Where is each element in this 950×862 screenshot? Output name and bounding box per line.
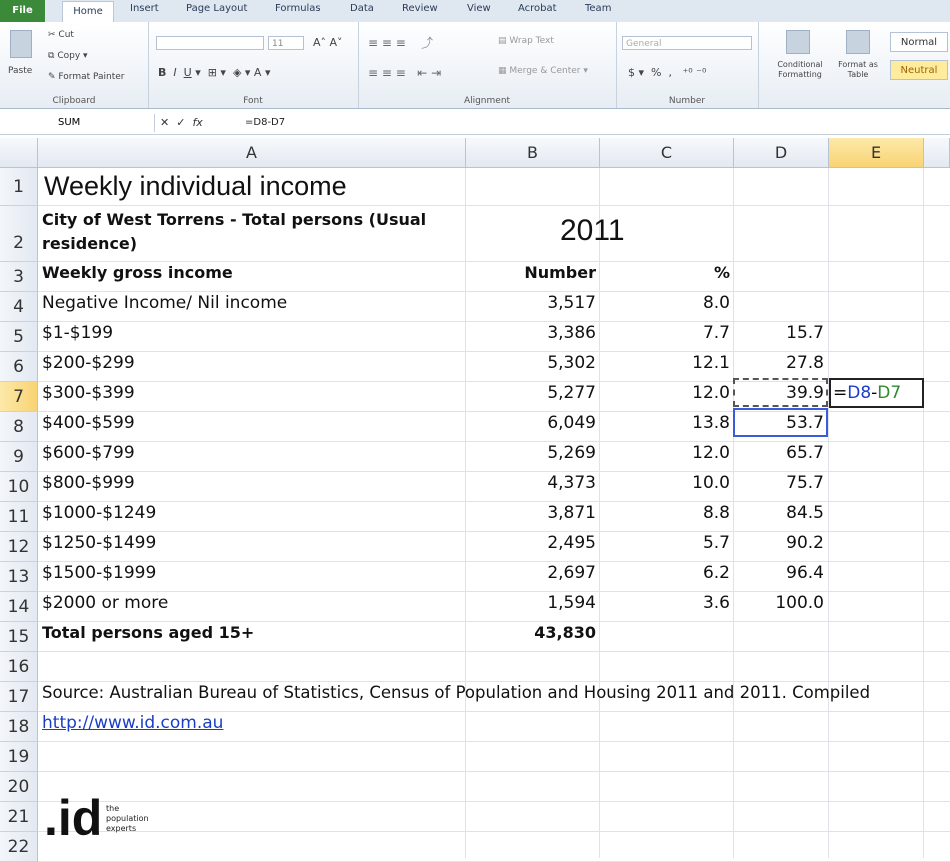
cut-label: Cut <box>58 30 74 40</box>
row-header-10[interactable]: 10 <box>0 472 38 502</box>
column-header-b[interactable]: B <box>466 138 600 168</box>
grow-font-icon[interactable]: A˄ A˅ <box>313 36 343 49</box>
sheet-title[interactable]: Weekly individual income <box>44 171 347 201</box>
income-range-cell[interactable]: $600-$799 <box>42 443 135 463</box>
percent-cell[interactable]: 8.0 <box>702 293 730 313</box>
number-format-buttons[interactable]: $ ▾ % , ⁺⁰ ⁻⁰ <box>628 66 707 79</box>
sheet-subtitle[interactable]: City of West Torrens - Total persons (Usual residence) <box>42 210 427 253</box>
row-header-9[interactable]: 9 <box>0 442 38 472</box>
percent-cell[interactable]: 10.0 <box>692 473 730 493</box>
cumulative-cell[interactable]: 100.0 <box>775 593 824 613</box>
count-cell[interactable]: 5,277 <box>547 383 596 403</box>
gridline <box>38 501 950 502</box>
align-top-icons[interactable]: ≡ ≡ ≡ ⤴ <box>368 36 434 50</box>
row-header-5[interactable]: 5 <box>0 322 38 352</box>
income-range-cell[interactable]: $2000 or more <box>42 593 169 613</box>
column-header-c[interactable]: C <box>600 138 734 168</box>
source-note[interactable]: Source: Australian Bureau of Statistics, Census of Population and Housing 2011 and 2011. Compiled <box>42 683 871 702</box>
total-label[interactable]: Total persons aged 15+ <box>42 623 255 642</box>
row-header-7[interactable]: 7 <box>0 382 38 412</box>
tab-review[interactable]: Review <box>402 3 438 14</box>
font-group <box>148 22 359 108</box>
formula-equals: = <box>833 383 848 403</box>
percent-cell[interactable]: 12.0 <box>692 443 730 463</box>
tab-acrobat[interactable]: Acrobat <box>518 3 557 14</box>
tab-data[interactable]: Data <box>350 3 374 14</box>
paste-icon[interactable] <box>10 30 32 58</box>
format-table-icon[interactable] <box>846 30 870 54</box>
row-header-14[interactable]: 14 <box>0 592 38 622</box>
gridline <box>38 471 950 472</box>
number-format-combo[interactable]: General <box>622 36 752 50</box>
styles-group <box>758 22 950 108</box>
logo-tagline-3: experts <box>106 824 137 833</box>
fx-icon[interactable]: fx <box>192 116 203 129</box>
count-cell[interactable]: 3,386 <box>547 323 596 343</box>
ribbon-tabs <box>0 0 950 23</box>
gridline <box>38 831 950 832</box>
row-header-4[interactable]: 4 <box>0 292 38 322</box>
active-cell-e7[interactable] <box>829 378 924 408</box>
percent-cell[interactable]: 8.8 <box>702 503 730 523</box>
copy-marquee-d7 <box>733 378 828 407</box>
gridline <box>38 321 950 322</box>
row-header-6[interactable]: 6 <box>0 352 38 382</box>
formula-bar-buttons[interactable] <box>160 114 240 132</box>
wrap-text-label: Wrap Text <box>509 36 554 46</box>
column-header-f[interactable] <box>924 138 950 168</box>
percent-cell[interactable]: 3.6 <box>702 593 730 613</box>
gridline <box>38 771 950 772</box>
format-as-table-button[interactable]: Format as Table <box>838 60 878 79</box>
tab-view[interactable]: View <box>467 3 491 14</box>
logo-tagline-1: the <box>106 804 120 813</box>
name-box[interactable]: SUM <box>0 114 155 132</box>
income-range-cell[interactable]: $1500-$1999 <box>42 563 157 583</box>
gridline <box>38 591 950 592</box>
gridline <box>38 441 950 442</box>
clipboard-label: Clipboard <box>52 96 96 106</box>
select-all-corner[interactable] <box>0 138 38 168</box>
income-range-cell[interactable]: $1250-$1499 <box>42 533 157 553</box>
gridline <box>38 681 950 682</box>
row-header-1[interactable]: 1 <box>0 168 38 206</box>
logo-tagline <box>106 804 166 834</box>
format-painter-label: Format Painter <box>58 72 125 82</box>
income-range-cell[interactable]: $1-$199 <box>42 323 114 343</box>
count-cell[interactable]: 3,871 <box>547 503 596 523</box>
gridline <box>733 168 734 858</box>
cumulative-cell[interactable]: 65.7 <box>786 443 824 463</box>
copy-label: Copy <box>57 51 81 61</box>
row-header-15[interactable]: 15 <box>0 622 38 652</box>
row-header-12[interactable]: 12 <box>0 532 38 562</box>
count-cell[interactable]: 4,373 <box>547 473 596 493</box>
gridline <box>923 168 924 858</box>
gridline <box>465 168 466 858</box>
percent-cell[interactable]: 5.7 <box>702 533 730 553</box>
tab-file[interactable]: File <box>0 0 45 22</box>
gridline <box>38 531 950 532</box>
cumulative-cell[interactable]: 96.4 <box>786 563 824 583</box>
gridline <box>38 801 950 802</box>
reference-box-d8 <box>733 408 828 437</box>
formula-ref-d8: D8 <box>847 383 872 403</box>
alignment-group <box>358 22 617 108</box>
tab-page-layout[interactable]: Page Layout <box>186 3 248 14</box>
conditional-formatting-icon[interactable] <box>786 30 810 54</box>
header-number[interactable]: Number <box>524 263 596 282</box>
style-normal[interactable]: Normal <box>890 32 948 52</box>
count-cell[interactable]: 2,697 <box>547 563 596 583</box>
row-header-18[interactable]: 18 <box>0 712 38 742</box>
gridline <box>38 261 950 262</box>
column-header-d[interactable]: D <box>734 138 829 168</box>
copy-button[interactable]: ⧉ Copy ▾ <box>48 51 88 61</box>
align-left-icons[interactable]: ≡ ≡ ≡ ⇤ ⇥ <box>368 66 442 80</box>
source-link[interactable]: http://www.id.com.au <box>42 713 224 733</box>
cell-edit-formula[interactable] <box>833 383 901 403</box>
logo-mark: .id <box>44 790 103 846</box>
number-label: Number <box>668 96 706 106</box>
income-range-cell[interactable]: $300-$399 <box>42 383 135 403</box>
income-range-cell[interactable]: $200-$299 <box>42 353 135 373</box>
column-header-a[interactable]: A <box>38 138 466 168</box>
cut-button[interactable] <box>48 30 74 40</box>
tab-insert[interactable]: Insert <box>130 3 159 14</box>
gridline <box>38 651 950 652</box>
year-label[interactable]: 2011 <box>560 214 625 247</box>
income-range-cell[interactable]: $400-$599 <box>42 413 135 433</box>
income-range-cell[interactable]: $800-$999 <box>42 473 135 493</box>
gridline <box>38 621 950 622</box>
gridline <box>38 205 950 206</box>
row-header-2[interactable]: 2 <box>0 206 38 262</box>
formula-input[interactable]: =D8-D7 <box>245 117 286 128</box>
style-neutral[interactable]: Neutral <box>890 60 948 80</box>
currency-label: $ <box>628 66 635 79</box>
ribbon <box>0 22 950 109</box>
clipboard-group <box>0 22 149 108</box>
tab-formulas[interactable]: Formulas <box>275 3 321 14</box>
row-header-8[interactable]: 8 <box>0 412 38 442</box>
row-header-22[interactable]: 22 <box>0 832 38 862</box>
income-range-cell[interactable]: Negative Income/ Nil income <box>42 293 288 313</box>
formula-ref-d7: D7 <box>877 383 902 403</box>
count-cell[interactable]: 5,302 <box>547 353 596 373</box>
percent-cell[interactable]: 7.7 <box>702 323 730 343</box>
income-range-cell[interactable]: $1000-$1249 <box>42 503 157 523</box>
cumulative-cell[interactable]: 75.7 <box>786 473 824 493</box>
gridline <box>599 168 600 858</box>
count-cell[interactable]: 2,495 <box>547 533 596 553</box>
header-percent[interactable]: % <box>713 263 730 282</box>
gridline <box>38 561 950 562</box>
merge-center-label: Merge & Center <box>509 66 581 76</box>
cumulative-cell[interactable]: 27.8 <box>786 353 824 373</box>
row-header-3[interactable]: 3 <box>0 262 38 292</box>
cumulative-cell[interactable]: 39.9 <box>786 383 824 403</box>
count-cell[interactable]: 3,517 <box>547 293 596 313</box>
font-size-combo[interactable]: 11 <box>268 36 304 50</box>
merge-center-button[interactable]: ▦ Merge & Center ▾ <box>498 66 588 76</box>
conditional-formatting-button[interactable]: Conditional Formatting <box>777 60 823 79</box>
gridline <box>38 711 950 712</box>
logo-tagline-2: population <box>106 814 149 823</box>
scissors-icon: ✂ <box>48 30 56 40</box>
gridline <box>38 741 950 742</box>
font-style-buttons[interactable]: B I U ▾ ⊞ ▾ ◈ ▾ A ▾ <box>158 66 271 79</box>
number-group <box>616 22 759 108</box>
paste-button[interactable]: Paste <box>8 66 33 76</box>
row-header-20[interactable]: 20 <box>0 772 38 802</box>
row-header-16[interactable]: 16 <box>0 652 38 682</box>
column-header-e[interactable]: E <box>829 138 924 168</box>
gridline <box>38 291 950 292</box>
percent-cell[interactable]: 12.0 <box>692 383 730 403</box>
count-cell[interactable]: 5,269 <box>547 443 596 463</box>
count-cell[interactable]: 6,049 <box>547 413 596 433</box>
gridline <box>38 351 950 352</box>
formula-minus: - <box>871 383 878 403</box>
formula-bar <box>0 112 950 135</box>
row-header-21[interactable]: 21 <box>0 802 38 832</box>
cumulative-cell[interactable]: 84.5 <box>786 503 824 523</box>
brush-icon: ✎ <box>48 72 56 82</box>
count-cell[interactable]: 1,594 <box>547 593 596 613</box>
row-header-11[interactable]: 11 <box>0 502 38 532</box>
gridline <box>828 168 829 858</box>
copy-icon: ⧉ <box>48 51 55 61</box>
cumulative-cell[interactable]: 90.2 <box>786 533 824 553</box>
cumulative-cell[interactable]: 15.7 <box>786 323 824 343</box>
cumulative-cell[interactable]: 53.7 <box>786 413 824 433</box>
percent-cell[interactable]: 6.2 <box>702 563 730 583</box>
font-name-combo[interactable] <box>156 36 264 50</box>
font-label: Font <box>243 96 263 106</box>
enter-icon[interactable]: ✓ <box>176 116 186 129</box>
alignment-label: Alignment <box>463 96 511 106</box>
percent-label: % <box>651 66 662 79</box>
percent-cell[interactable]: 13.8 <box>692 413 730 433</box>
row-header-19[interactable]: 19 <box>0 742 38 772</box>
cancel-icon[interactable]: ✕ <box>160 116 170 129</box>
percent-cell[interactable]: 12.1 <box>692 353 730 373</box>
format-painter-button[interactable] <box>48 72 125 82</box>
row-header-13[interactable]: 13 <box>0 562 38 592</box>
header-income[interactable]: Weekly gross income <box>42 263 233 282</box>
tab-team[interactable]: Team <box>585 3 612 14</box>
tab-home[interactable]: Home <box>62 1 114 23</box>
row-header-17[interactable]: 17 <box>0 682 38 712</box>
spreadsheet-grid[interactable] <box>0 138 950 858</box>
wrap-text-button[interactable]: ▤ Wrap Text <box>498 36 554 46</box>
total-number[interactable]: 43,830 <box>534 623 596 642</box>
